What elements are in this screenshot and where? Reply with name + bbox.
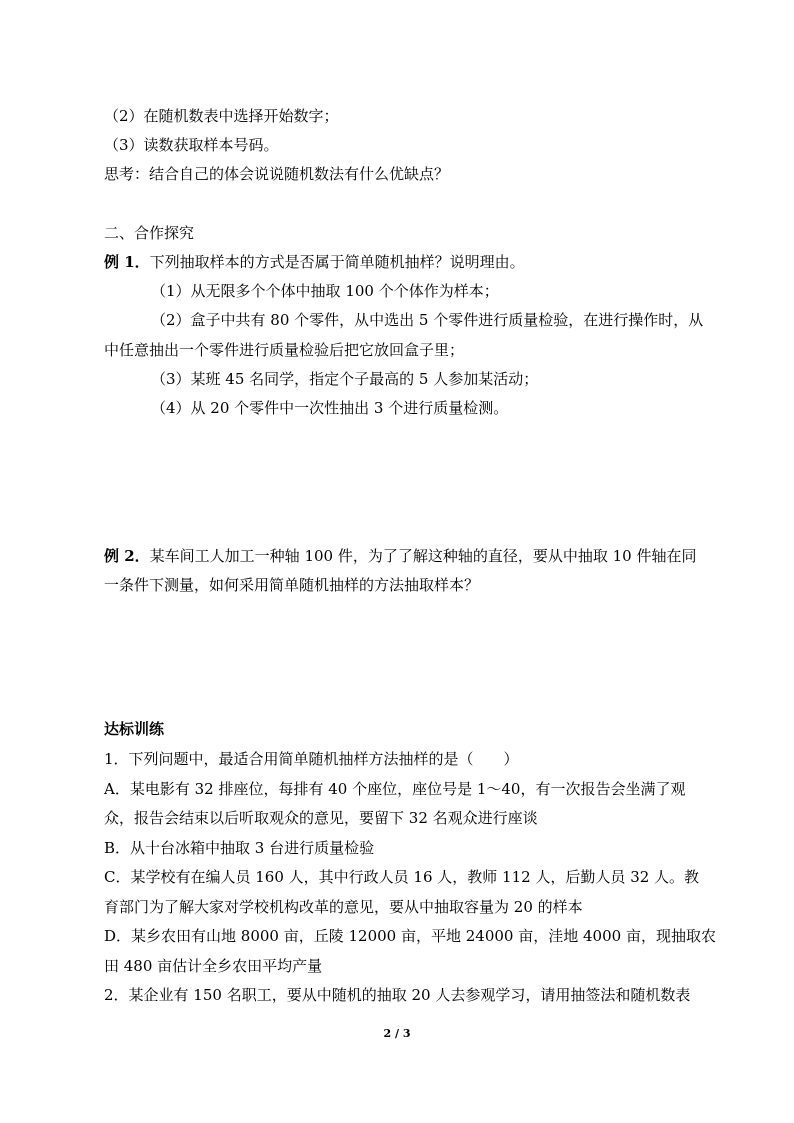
example-2-text-1: 某车间工人加工一种轴 100 件，为了了解这种轴的直径，要从中抽取 10 件轴在同 <box>149 547 697 565</box>
example-2-line-1 <box>104 546 696 566</box>
step-3-text: （3）读数获取样本号码。 <box>104 136 279 154</box>
option-d-line-2: 田 480 亩估计全乡农田平均产量 <box>104 957 323 975</box>
example-1-item-2: （2）盒子中共有 80 个零件，从中选出 5 个零件进行质量检验，在进行操作时，从 <box>151 311 704 329</box>
example-1-question: 下列抽取样本的方式是否属于简单随机抽样？说明理由。 <box>149 253 525 271</box>
option-c-line-2: 育部门为了解大家对学校机构改革的意见，要从中抽取容量为 20 的样本 <box>104 898 583 916</box>
example-1-line <box>104 252 525 272</box>
training-heading: 达标训练 <box>104 720 165 738</box>
example-2-line-2: 一条件下测量，如何采用简单随机抽样的方法抽取样本？ <box>104 576 480 594</box>
option-c-line-1: C．某学校有在编人员 160 人，其中行政人员 16 人，教师 112 人，后勤人员 32 人。教 <box>104 868 700 886</box>
step-2-text: （2）在随机数表中选择开始数字； <box>104 107 339 125</box>
example-1-item-3: （3）某班 45 名同学，指定个子最高的 5 人参加某活动； <box>151 370 539 388</box>
option-d-line-1: D．某乡农田有山地 8000 亩，丘陵 12000 亩，平地 24000 亩，洼地 4000 亩，现抽取农 <box>104 927 716 945</box>
example-1-item-4: （4）从 20 个零件中一次性抽出 3 个进行质量检测。 <box>151 399 509 417</box>
section-heading-cooperative-inquiry: 二、合作探究 <box>104 224 195 242</box>
example-1-item-1: （1）从无限多个个体中抽取 100 个个体作为样本； <box>151 282 499 300</box>
question-1: 1．下列问题中，最适合用简单随机抽样方法抽样的是（ ） <box>104 750 519 768</box>
think-question: 思考：结合自己的体会说说随机数法有什么优缺点？ <box>104 165 450 183</box>
page-number: 2 / 3 <box>383 1027 411 1040</box>
example-2-label: 例 2． <box>104 547 150 565</box>
option-a-line-2: 众，报告会结束以后听取观众的意见，要留下 32 名观众进行座谈 <box>104 809 538 827</box>
example-1-label: 例 1． <box>104 253 150 271</box>
example-1-item-2-continued: 中任意抽出一个零件进行质量检验后把它放回盒子里； <box>104 341 465 359</box>
option-b: B．从十台冰箱中抽取 3 台进行质量检验 <box>104 839 375 857</box>
option-a-line-1: A．某电影有 32 排座位，每排有 40 个座位，座位号是 1～40，有一次报告会坐满了观 <box>104 780 686 798</box>
question-2: 2．某企业有 150 名职工，要从中随机的抽取 20 人去参观学习，请用抽签法和随机数表 <box>104 986 691 1004</box>
